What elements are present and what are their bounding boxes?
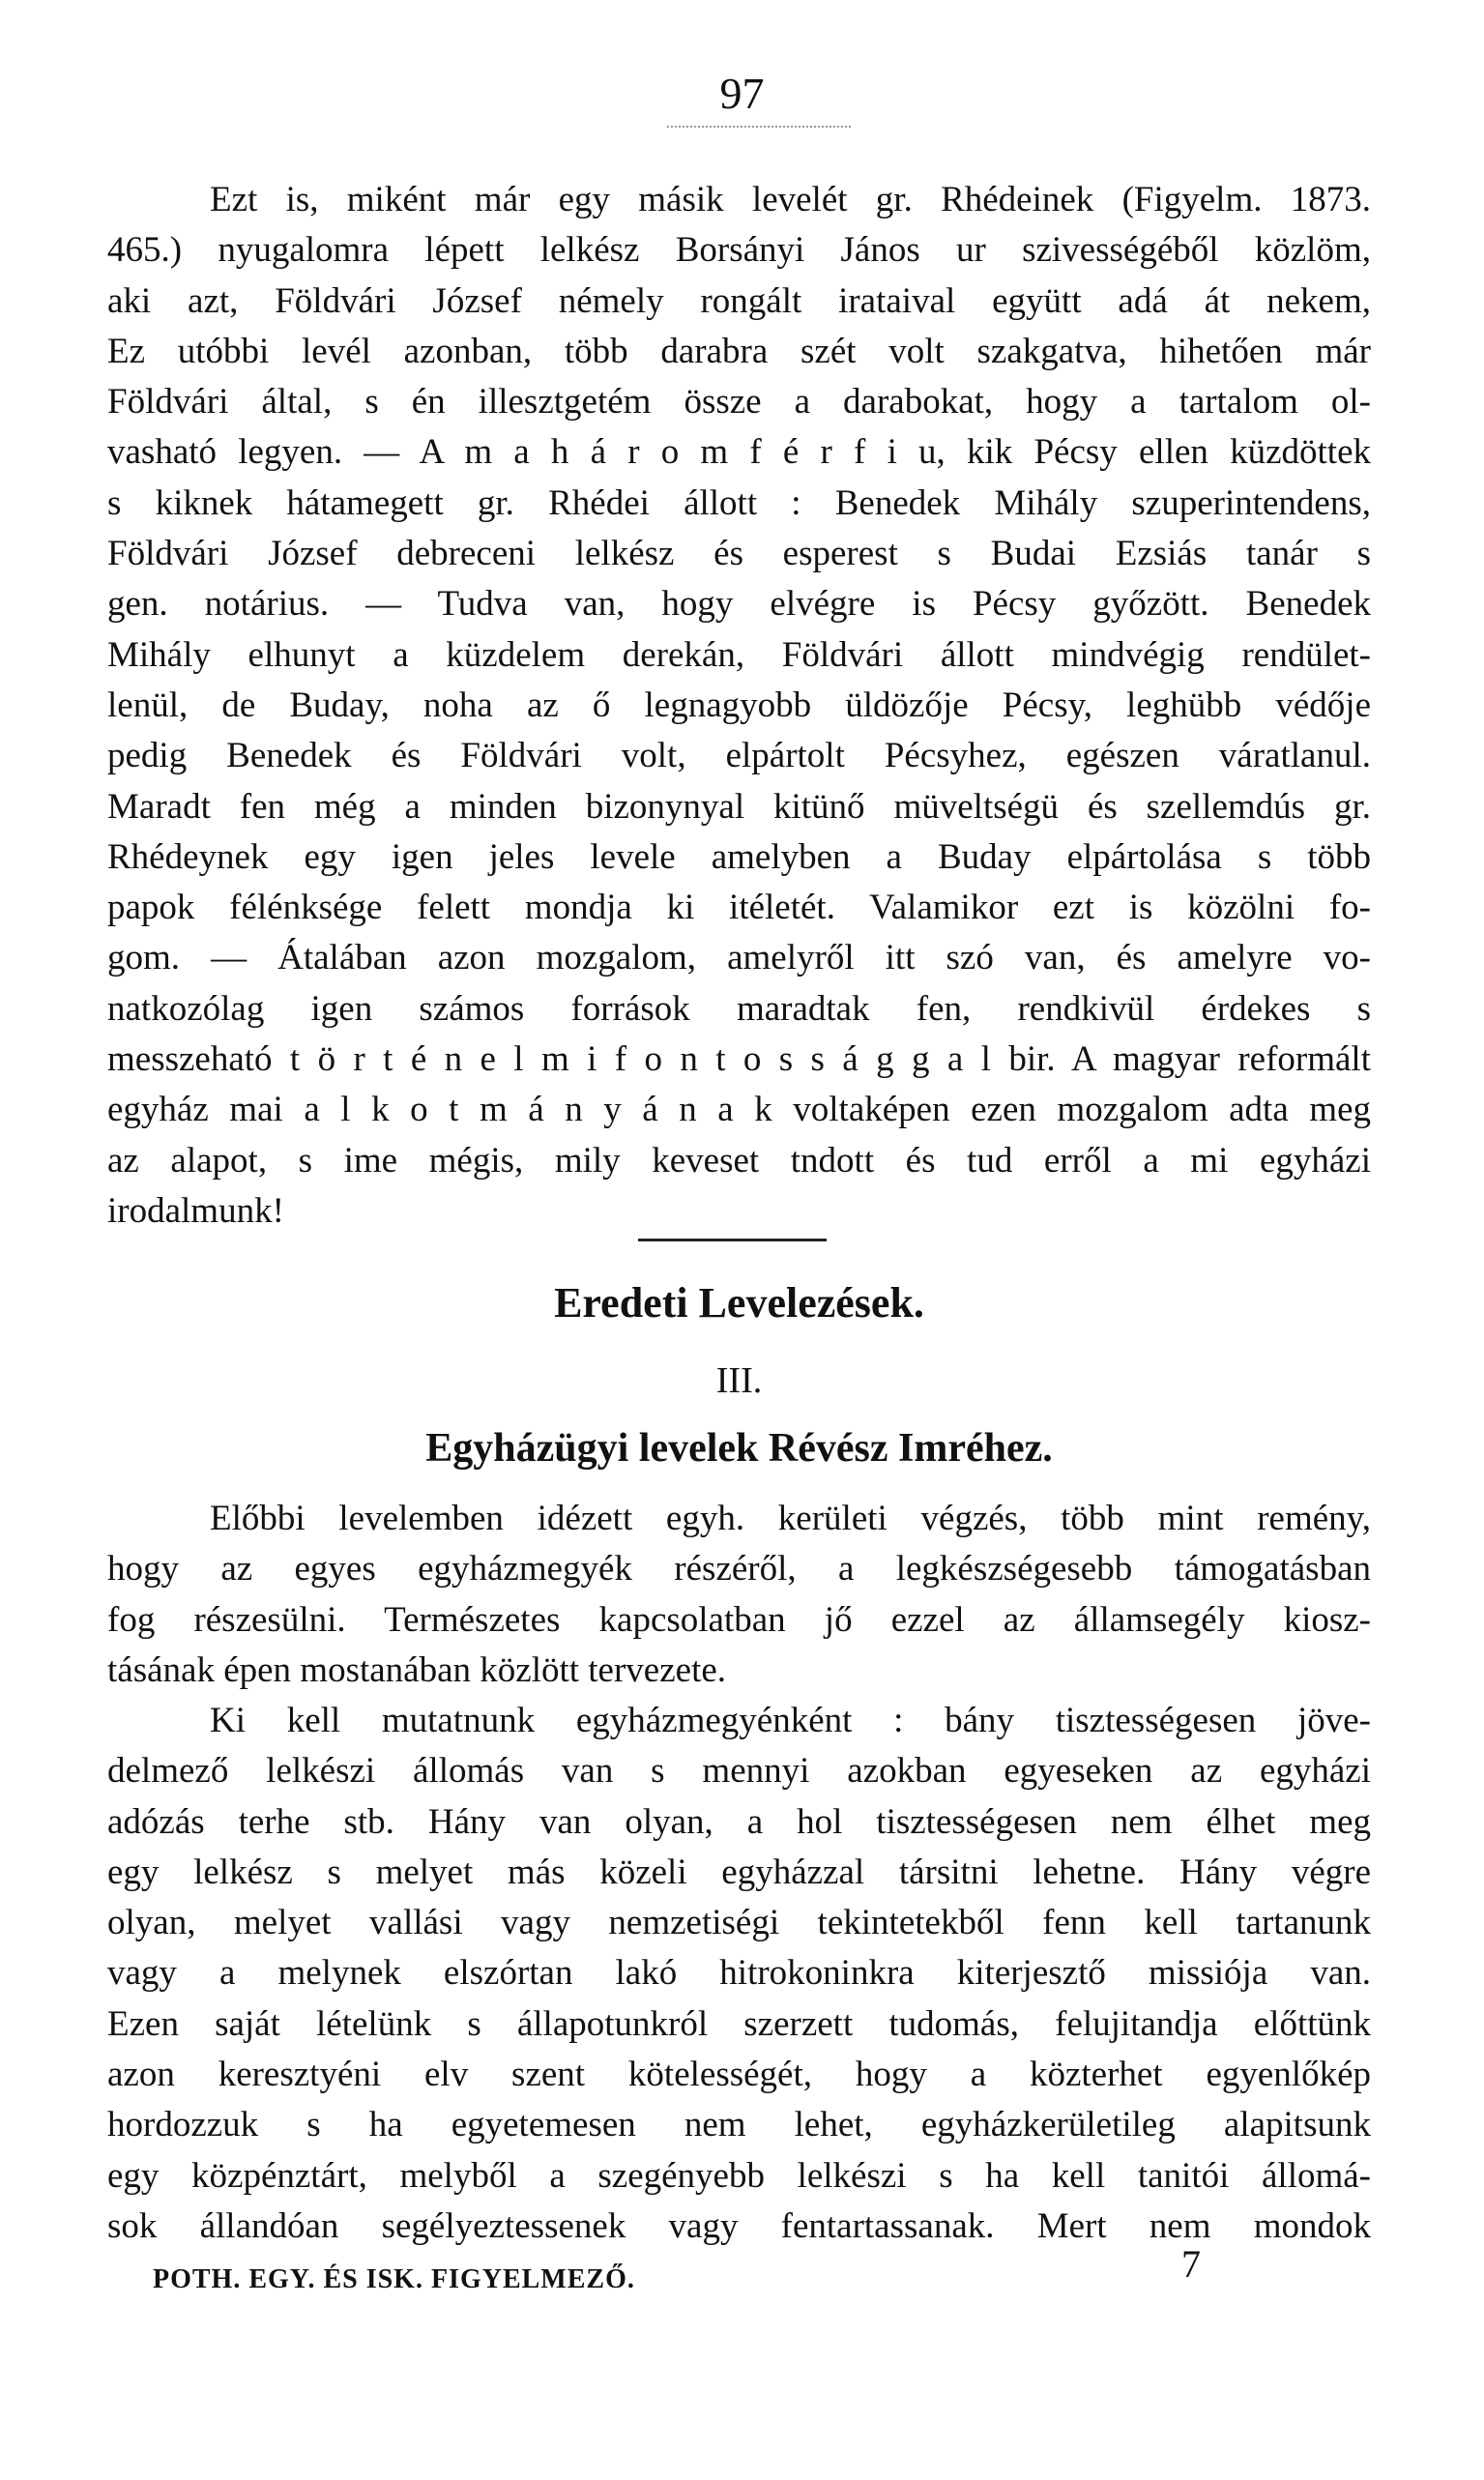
text-line: Maradt fen még a minden bizonynyal kitünő müveltségü és szellemdús gr. (107, 786, 1371, 827)
text-line: egyház mai a l k o t m á n y á n a k voltaképen ezen mozgalom adta meg (107, 1090, 1371, 1130)
print-smudge (667, 126, 851, 128)
text-line: lenül, de Buday, noha az ő legnagyobb üldözője Pécsy, leghübb védője (107, 685, 1371, 725)
text-line: vagy a melynek elszórtan lakó hitrokoninkra kiterjesztő missiója van. (107, 1953, 1371, 1994)
text-line: Ez utóbbi levél azonban, több darabra szét volt szakgatva, hihetően már (107, 331, 1371, 371)
text-line: vasható legyen. — A m a h á r o m f é r f i u, kik Pécsy ellen küzdöttek (107, 432, 1371, 473)
text-line: hordozzuk s ha egyetemesen nem lehet, egyházkerületileg alapitsunk (107, 2105, 1371, 2145)
section-subtitle: Egyházügyi levelek Révész Imréhez. (425, 1426, 1053, 1471)
text-line: Rhédeynek egy igen jeles levele amelyben a Buday elpártolása s több (107, 836, 1371, 877)
text-line: 465.) nyugalomra lépett lelkész Borsányi János ur szivességéből közlöm, (107, 230, 1371, 271)
text-line: irodalmunk! (107, 1190, 284, 1231)
text-line: az alapot, s ime mégis, mily keveset tndott és tud erről a mi egyházi (107, 1140, 1371, 1181)
paragraph-letter-1 (107, 1494, 1371, 1696)
sheet-number: 7 (1181, 2242, 1201, 2286)
text-line: fog részesülni. Természetes kapcsolatban jő ezzel az államsegély kiosz- (107, 1599, 1371, 1640)
text-line: sok állandóan segélyeztessenek vagy fentartassanak. Mert nem mondok (107, 2205, 1371, 2246)
text-line: adózás terhe stb. Hány van olyan, a hol tisztességesen nem élhet meg (107, 1801, 1371, 1842)
text-line: azon keresztyéni elv szent kötelességét, hogy a közterhet egyenlőkép (107, 2055, 1371, 2095)
text-line: Földvári által, s én illesztgetém össze a darabokat, hogy a tartalom ol- (107, 382, 1371, 423)
text-line: egy közpénztárt, melyből a szegényebb lelkészi s ha kell tanitói állomá- (107, 2155, 1371, 2196)
text-line: pedig Benedek és Földvári volt, elpártolt Pécsyhez, egészen váratlanul. (107, 736, 1371, 776)
text-line: tásának épen mostanában közlött tervezete. (107, 1649, 727, 1690)
text-line: gen. notárius. — Tudva van, hogy elvégre is Pécsy győzött. Benedek (107, 584, 1371, 625)
text-line: s kiknek hátamegett gr. Rhédei állott : Benedek Mihály szuperintendens, (107, 482, 1371, 523)
text-line: Földvári József debreceni lelkész és esperest s Budai Ezsiás tanár s (107, 534, 1371, 574)
text-line: hogy az egyes egyházmegyék részéről, a legkészségesebb támogatásban (107, 1549, 1371, 1590)
text-line: olyan, melyet vallási vagy nemzetiségi tekintetekből fenn kell tartanunk (107, 1903, 1371, 1943)
text-line: Ezt is, miként már egy másik levelét gr. Rhédeinek (Figyelm. 1873. (210, 180, 1371, 219)
text-line: aki azt, Földvári József némely rongált irataival együtt adá át nekem, (107, 280, 1371, 321)
text-line: egy lelkész s melyet más közeli egyházzal társitni lehetne. Hány végre (107, 1852, 1371, 1892)
text-line: messzeható t ö r t é n e l m i f o n t o s s á g g a l bir. A magyar reformált (107, 1039, 1371, 1080)
text-line: Ki kell mutatnunk egyházmegyénként : bány tisztességesen jöve- (210, 1701, 1371, 1740)
section-divider (638, 1239, 827, 1241)
paragraph-letter-2 (107, 1696, 1371, 2252)
page-number (0, 68, 1484, 119)
text-line: Ezen saját lételünk s állapotunkról szerzett tudomás, felujitandja előttünk (107, 2003, 1371, 2044)
text-line: Mihály elhunyt a küzdelem derekán, Földvári állott mindvégig rendület- (107, 634, 1371, 675)
footer-signature: POTH. EGY. ÉS ISK. FIGYELMEZŐ. (153, 2264, 635, 2294)
paragraph-intro (107, 175, 1371, 1237)
text-line: Előbbi levelemben idézett egyh. kerületi végzés, több mint remény, (210, 1499, 1371, 1538)
text-line: gom. — Átalában azon mozgalom, amelyről itt szó van, és amelyre vo- (107, 938, 1371, 978)
page-number-text: 97 (719, 69, 765, 118)
section-title: Eredeti Levelezések. (554, 1279, 924, 1327)
section-number: III. (715, 1360, 763, 1401)
text-line: papok félénksége felett mondja ki itéletét. Valamikor ezt is közölni fo- (107, 888, 1371, 928)
text-line: natkozólag igen számos források maradtak fen, rendkivül érdekes s (107, 988, 1371, 1029)
text-line: delmező lelkészi állomás van s mennyi azokban egyeseken az egyházi (107, 1751, 1371, 1792)
